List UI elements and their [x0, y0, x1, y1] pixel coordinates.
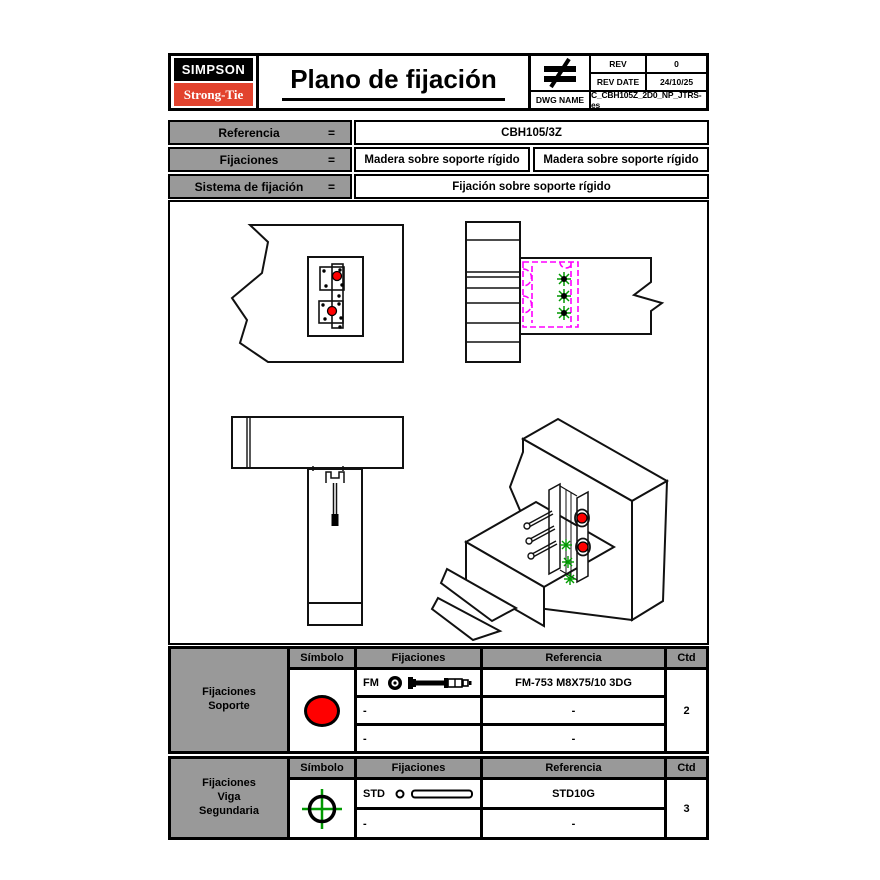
drawing-area — [168, 200, 709, 645]
green-crosshair-symbol — [299, 786, 345, 832]
logo-strongtie: Strong-Tie — [174, 83, 253, 106]
referencia-value: CBH105/3Z — [354, 120, 709, 145]
fixings-table-viga — [168, 756, 709, 840]
red-circle-symbol — [304, 695, 340, 727]
sistema-label: Sistema de fijación — [194, 179, 304, 194]
sistema-value: Fijación sobre soporte rígido — [354, 174, 709, 199]
reference-row — [168, 120, 709, 145]
col-header-simbolo: Símbolo — [290, 759, 354, 777]
reference-cell: - — [483, 726, 664, 751]
col-header-simbolo: Símbolo — [290, 649, 354, 667]
fijaciones-value-left: Madera sobre soporte rígido — [354, 147, 530, 172]
anchor-marker — [328, 307, 337, 316]
fixing-row: - — [357, 726, 480, 751]
quantity-cell: 3 — [667, 780, 706, 837]
not-equal-icon — [531, 56, 589, 90]
col-header-ctd: Ctd — [667, 759, 706, 777]
fijaciones-value-right: Madera sobre soporte rígido — [533, 147, 709, 172]
side-view — [466, 222, 662, 362]
rev-label: REV — [591, 56, 645, 72]
screw-icon — [392, 786, 478, 802]
reference-cell: STD10G — [483, 780, 664, 807]
fixing-row — [357, 670, 480, 695]
col-header-referencia: Referencia — [483, 759, 664, 777]
fixing-row — [357, 780, 480, 807]
fijaciones-row — [168, 147, 709, 172]
title-block — [168, 53, 709, 111]
anchor-marker — [333, 272, 342, 281]
drawing-sheet — [168, 53, 709, 841]
symbol-cell — [290, 780, 354, 837]
fixing-row: - — [357, 698, 480, 723]
reference-cell: - — [483, 698, 664, 723]
col-header-referencia: Referencia — [483, 649, 664, 667]
reference-cell: FM-753 M8X75/10 3DG — [483, 670, 664, 695]
isometric-view — [432, 419, 667, 640]
rev-date-value: 24/10/25 — [647, 74, 706, 90]
referencia-label: Referencia — [218, 125, 280, 140]
group-label: Fijaciones Viga Segundaria — [171, 759, 287, 837]
technical-drawings — [170, 202, 707, 643]
revision-block — [528, 56, 706, 108]
fixing-row: - — [357, 810, 480, 837]
fixing-code: FM — [363, 676, 379, 689]
fixings-table-soporte — [168, 646, 709, 754]
front-view — [232, 225, 403, 362]
quantity-cell: 2 — [667, 670, 706, 751]
symbol-cell — [290, 670, 354, 751]
dwg-name-value: C_CBH105Z_2D0_NP_JTRS-es — [591, 92, 706, 108]
logo-simpson: SIMPSON — [174, 58, 253, 81]
reference-cell: - — [483, 810, 664, 837]
equals-sign: = — [328, 125, 336, 140]
top-view — [232, 417, 403, 625]
dwg-name-label: DWG NAME — [531, 92, 589, 108]
anchor-marker — [578, 542, 588, 552]
rev-date-label: REV DATE — [591, 74, 645, 90]
col-header-fijaciones: Fijaciones — [357, 649, 480, 667]
screw-markers — [557, 272, 571, 320]
col-header-fijaciones: Fijaciones — [357, 759, 480, 777]
fijaciones-label: Fijaciones — [219, 152, 279, 167]
fixing-code: STD — [363, 787, 385, 800]
anchor-marker — [577, 513, 587, 523]
col-header-ctd: Ctd — [667, 649, 706, 667]
equals-sign: = — [328, 179, 336, 194]
sheet-title-cell — [259, 56, 528, 108]
group-label: Fijaciones Soporte — [171, 649, 287, 751]
logo — [171, 56, 259, 108]
anchor-bolt-icon — [386, 674, 478, 692]
rev-value: 0 — [647, 56, 706, 72]
sistema-row — [168, 174, 709, 199]
equals-sign: = — [328, 152, 336, 167]
page-title: Plano de fijación — [282, 64, 505, 101]
